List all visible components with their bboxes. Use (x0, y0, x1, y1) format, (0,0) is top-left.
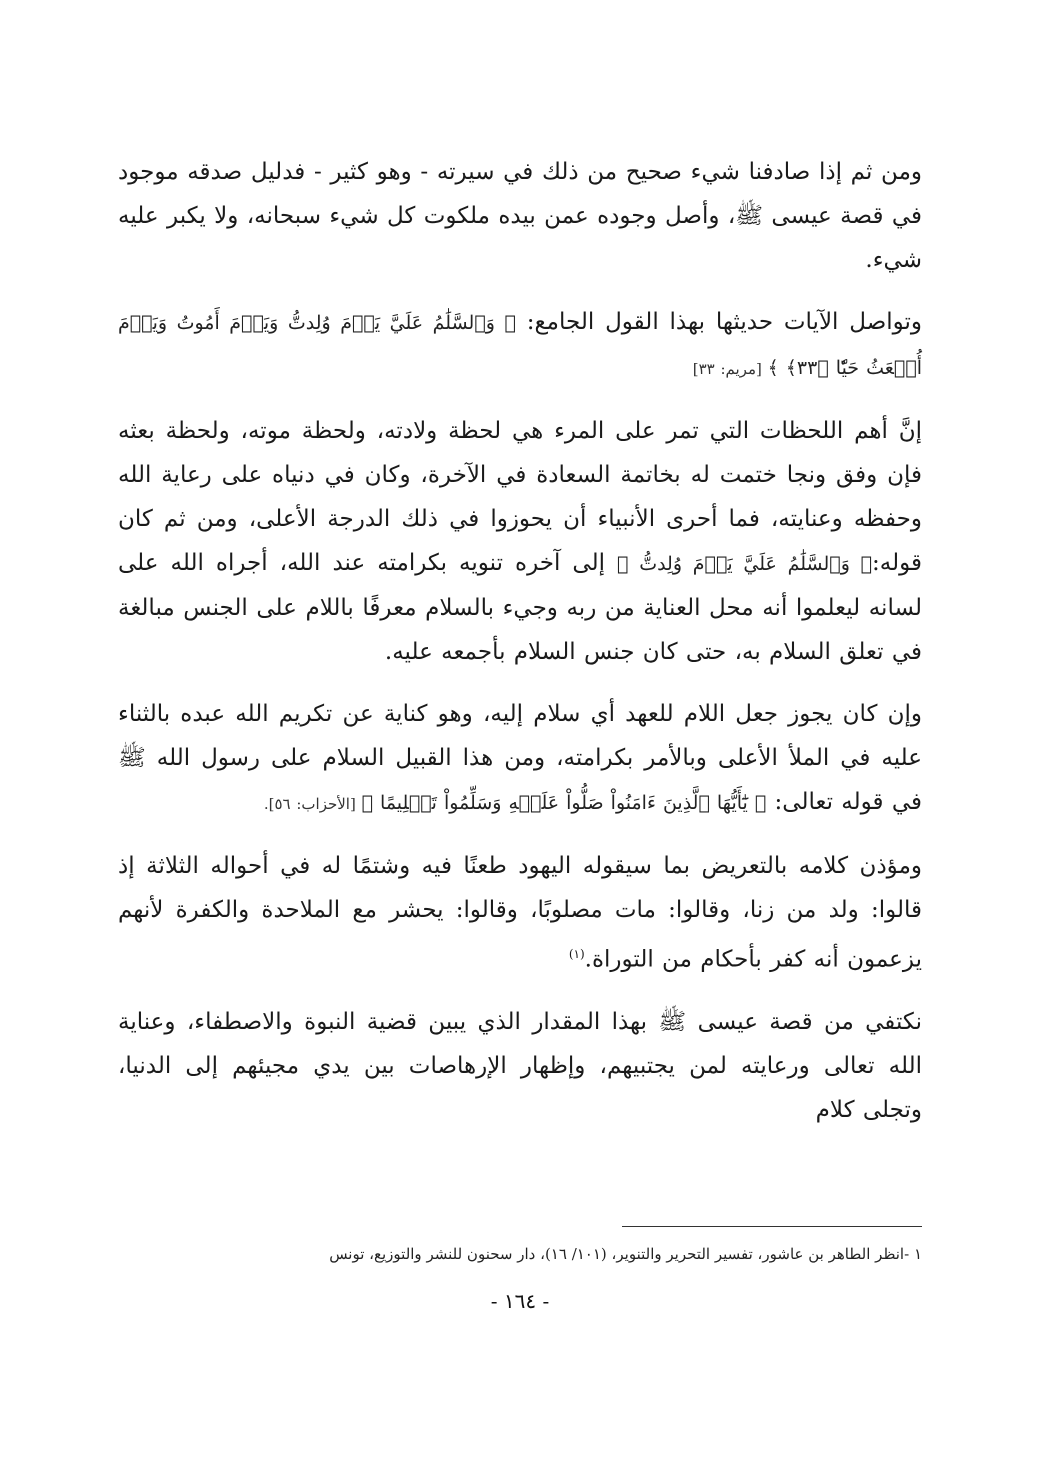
paragraph-4-text: وإن كان يجوز جعل اللام للعهد أي سلام إليه، وهو كناية عن تكريم الله عبده بالثناء عليه في الملأ الأعلى وبالأمر بكرامته، ومن هذا القبيل السلام على رسول الله ﷺ في قوله تعالى: (118, 701, 922, 815)
paragraph-3-text-a: إنَّ أهم اللحظات التي تمر على المرء هي لحظة ولادته، ولحظة موته، ولحظة بعثه فإن وفق ونجا ختمت له بخاتمة السعادة في الآخرة، وكان في دنياه على رعاية الله وحفظه وعنايته، فما أحرى الأنبياء أن يحوزوا في ذلك الدرجة الأعلى، ومن ثم كان قوله: (118, 418, 922, 576)
footnote-divider (622, 1226, 922, 1227)
quran-verse-ahzab: ﴿ يَٰٓأَيُّهَا ٱلَّذِينَ ءَامَنُواْ صَلُّواْ عَلَيۡهِ وَسَلِّمُواْ تَسۡلِيمًا ﴾ (361, 792, 767, 814)
paragraph-5 (118, 844, 922, 982)
document-page (118, 150, 922, 1440)
paragraph-6 (118, 1000, 922, 1132)
paragraph-2-text: وتواصل الآيات حديثها بهذا القول الجامع: (515, 309, 922, 335)
page-number: - ١٦٤ - (490, 1289, 550, 1313)
paragraph-1 (118, 150, 922, 282)
paragraph-4 (118, 692, 922, 826)
verse-reference-maryam: [مريم: ٣٣] (692, 360, 768, 378)
quran-verse-maryam: ﴿ وَٱلسَّلَٰمُ عَلَيَّ يَوۡمَ وُلِدتُّ وَيَوۡمَ أَمُوتُ وَيَوۡمَ أُبۡعَثُ حَيّٗا ﴿٣٣﴾ ﴾ (118, 312, 922, 379)
paragraph-1-text: ومن ثم إذا صادفنا شيء صحيح من ذلك في سيرته - وهو كثير - فدليل صدقه موجود في قصة عيسى ﷺ، وأصل وجوده عمن بيده ملكوت كل شيء سبحانه، ولا يكبر عليه شيء. (118, 159, 922, 273)
verse-reference-ahzab: [الأحزاب: ٥٦]. (263, 795, 362, 813)
paragraph-3 (118, 409, 922, 674)
footnote-marker: (١) (568, 947, 585, 961)
quran-verse-salam: ﴿ وَٱلسَّلَٰمُ عَلَيَّ يَوۡمَ وُلِدتُّ ﴾ (617, 553, 873, 575)
paragraph-3-text-b: إلى آخره تنويه بكرامته عند الله، أجراه الله على لسانه ليعلموا أنه محل العناية من ربه وجيء بالسلام معرفًا باللام على الجنس مبالغة في تعلق السلام به، حتى كان جنس السلام بأجمعه عليه. (118, 550, 922, 665)
footnote-text: ١ -انظر الطاهر بن عاشور، تفسير التحرير والتنوير، (١٠١/ ١٦)، دار سحنون للنشر والتوزيع، تونس (329, 1245, 922, 1263)
paragraph-2 (118, 300, 922, 391)
paragraph-6-text: نكتفي من قصة عيسى ﷺ بهذا المقدار الذي يبين قضية النبوة والاصطفاء، وعناية الله تعالى ورعايته لمن يجتبيهم، وإظهار الإرهاصات بين يدي مجيئهم إلى الدنيا، وتجلى كلام (118, 1008, 922, 1123)
paragraph-5-text: ومؤذن كلامه بالتعريض بما سيقوله اليهود طعنًا فيه وشتمًا له في أحواله الثلاثة إذ قالوا: ولد من زنا، وقالوا: مات مصلوبًا، وقالوا: يحشر مع الملاحدة والكفرة لأنهم يزعمون أنه كفر بأحكام من التوراة. (118, 853, 922, 973)
